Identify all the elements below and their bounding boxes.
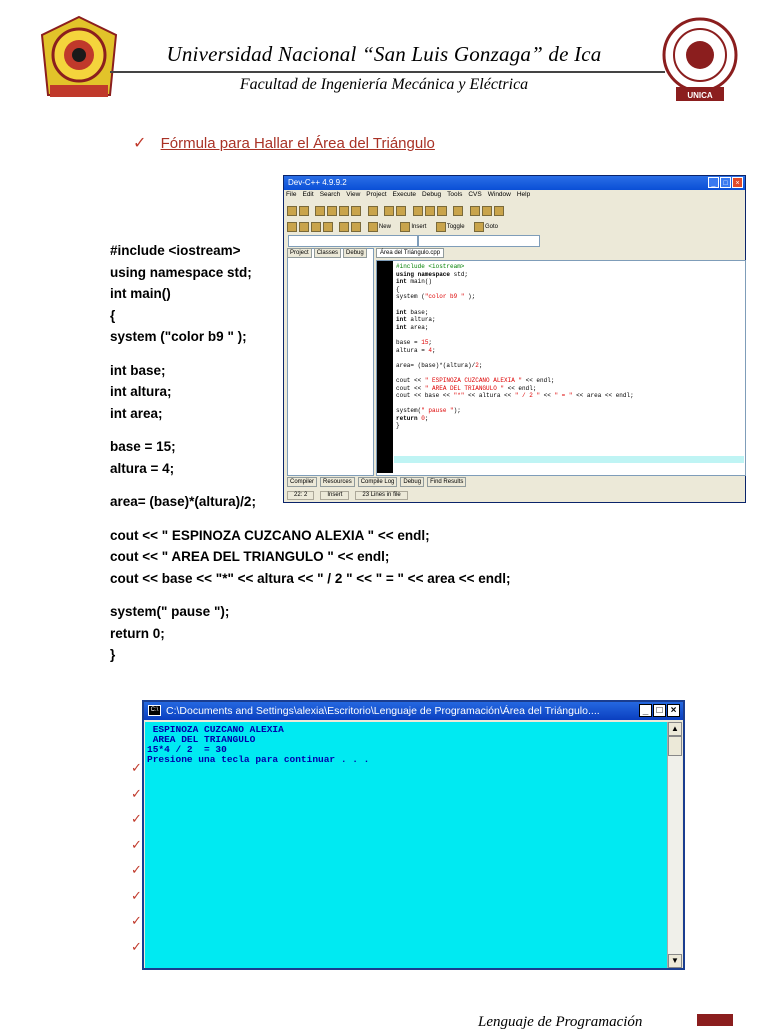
close-icon[interactable]: × (667, 704, 680, 717)
section-heading (133, 133, 435, 153)
checkmark-icon: ✓ (131, 862, 142, 877)
tab-classes[interactable]: Classes (314, 248, 341, 258)
devcpp-window-screenshot (283, 175, 746, 503)
run-icon[interactable] (299, 206, 309, 216)
footer-accent-block (697, 1014, 733, 1026)
university-title: Universidad Nacional “San Luis Gonzaga” de Ica (166, 42, 602, 66)
insert-mode: Insert (320, 491, 349, 500)
save-icon[interactable] (339, 206, 349, 216)
scroll-down-icon[interactable]: ▼ (668, 954, 682, 968)
toolbar-goto-label[interactable]: Goto (484, 223, 498, 230)
tab-compiler[interactable]: Compiler (287, 477, 317, 487)
menu-item[interactable]: Project (366, 191, 387, 198)
checkmark-icon: ✓ (131, 887, 142, 903)
find-icon[interactable] (413, 206, 423, 216)
menu-item[interactable]: Window (487, 191, 511, 198)
help-icon[interactable] (339, 222, 349, 232)
new-file-icon[interactable] (315, 206, 325, 216)
toolbar-insert-label[interactable]: Insert (411, 223, 427, 230)
goto-icon[interactable] (474, 222, 484, 232)
editor-code: #include <iostream> using namespace std; int main() { system ("color b9 " ); int base; int altura; int area; base = 15; altura = 4; area= (base)*(altura)/2; cout << " ESPINOZA CUZCANO ALEXIA " << endl; cout << " AREA DEL TRIANGULO " << endl; cout << base << "*" << altura << " / 2 " << " = " << area << endl; system(" pause "); return 0; } (396, 263, 634, 430)
checkmark-icon: ✓ (131, 913, 142, 928)
maximize-icon[interactable]: □ (653, 704, 666, 717)
console-output (147, 725, 369, 765)
menu-item[interactable]: CVS (468, 191, 482, 198)
code-line: int main() (110, 286, 171, 301)
code-line: cout << " ESPINOZA CUZCANO ALEXIA " << endl; (110, 527, 430, 543)
side-checklist (131, 755, 142, 959)
checkmark-icon: ✓ (131, 785, 142, 801)
back-icon[interactable] (470, 206, 480, 216)
goto-line-icon[interactable] (453, 206, 463, 216)
console-line: AREA DEL TRIANGULO (147, 734, 256, 745)
faculty-title: Facultad de Ingeniería Mecánica y Eléctrica (239, 76, 529, 93)
code-line: return 0; (110, 625, 165, 641)
toolbar-toggle-label[interactable]: Toggle (446, 223, 465, 230)
code-line: cout << " AREA DEL TRIANGULO " << endl; (110, 549, 390, 564)
current-line-highlight (394, 456, 744, 463)
ide-title: Dev-C++ 4.9.9.2 (288, 178, 347, 187)
ide-statusbar (287, 491, 742, 500)
maximize-icon[interactable]: □ (720, 177, 731, 188)
code-line: { (110, 307, 116, 323)
shield-icon[interactable] (494, 206, 504, 216)
console-icon: C:\ (148, 705, 161, 716)
checkmark-icon: ✓ (131, 938, 142, 954)
undo-icon[interactable] (384, 206, 394, 216)
code-line: system ("color b9 " ); (110, 329, 247, 344)
faculty-seal-logo (660, 15, 740, 103)
cursor-position: 22: 2 (287, 491, 314, 500)
ide-toolbar-1 (286, 202, 743, 216)
checkmark-icon: ✓ (131, 811, 142, 826)
redo-icon[interactable] (396, 206, 406, 216)
new-icon[interactable] (368, 222, 378, 232)
ide-toolbar-2 (286, 218, 743, 232)
minimize-icon[interactable]: _ (639, 704, 652, 717)
project-tabs (287, 248, 367, 258)
footer-course-name: Lenguaje de Programación (478, 1014, 643, 1030)
code-line: area= (base)*(altura)/2; (110, 494, 256, 509)
code-line: using namespace std; (110, 264, 252, 280)
code-editor[interactable] (376, 260, 746, 476)
toolbar-new-label[interactable]: New (378, 223, 391, 230)
tab-debug[interactable]: Debug (343, 248, 367, 258)
editor-file-tab[interactable]: Área del Triángulo.cpp (376, 248, 444, 258)
forward-icon[interactable] (482, 206, 492, 216)
console-line: Presione una tecla para continuar . . . (147, 754, 370, 765)
about-icon[interactable] (351, 222, 361, 232)
console-window-screenshot (142, 700, 685, 970)
console-window-buttons (639, 704, 680, 717)
console-output-area[interactable] (145, 722, 667, 968)
class-combo[interactable] (288, 235, 418, 247)
line-count: 23 Lines in file (355, 491, 407, 500)
menu-item[interactable]: Tools (447, 191, 463, 198)
faculty-logo-label: UNICA (687, 91, 713, 100)
find-next-icon[interactable] (437, 206, 447, 216)
grid-icon[interactable] (287, 222, 297, 232)
code-line: base = 15; (110, 439, 176, 454)
code-line: cout << base << "*" << altura << " / 2 " << " = " << area << endl; (110, 570, 511, 586)
insert-icon[interactable] (400, 222, 410, 232)
code-line: system(" pause "); (110, 604, 230, 619)
tab-project[interactable]: Project (287, 248, 312, 258)
code-line: int base; (110, 362, 166, 378)
checkmark-icon: ✓ (131, 836, 142, 852)
menu-item[interactable]: View (346, 191, 361, 198)
layout-icon[interactable] (311, 222, 321, 232)
code-line: int altura; (110, 384, 172, 399)
tab-find-results[interactable]: Find Results (427, 477, 466, 487)
ide-menubar (286, 191, 530, 198)
menu-item[interactable]: File (286, 191, 297, 198)
scroll-thumb[interactable] (668, 736, 682, 756)
tab-resources[interactable]: Resources (320, 477, 355, 487)
console-line: 15*4 / 2 = 30 (147, 744, 227, 755)
output-tabs (287, 477, 466, 487)
console-titlebar (144, 702, 683, 720)
checkmark-icon: ✓ (131, 760, 142, 775)
menu-item[interactable]: Help (516, 191, 531, 198)
close-icon[interactable]: × (732, 177, 743, 188)
checkmark-icon: ✓ (133, 135, 147, 152)
tab-compile-log[interactable]: Compile Log (358, 477, 398, 487)
menu-item[interactable]: Edit (302, 191, 314, 198)
console-line: ESPINOZA CUZCANO ALEXIA (147, 724, 284, 735)
menu-item[interactable]: Search (319, 191, 341, 198)
replace-icon[interactable] (425, 206, 435, 216)
menu-item[interactable]: Debug (422, 191, 442, 198)
ide-titlebar (284, 176, 745, 190)
menu-item[interactable]: Execute (392, 191, 417, 198)
minimize-icon[interactable]: _ (708, 177, 719, 188)
check-icon[interactable] (323, 222, 333, 232)
header-divider (110, 71, 665, 73)
section-title: Fórmula para Hallar el Área del Triángulo (160, 135, 435, 152)
scroll-up-icon[interactable]: ▲ (668, 722, 682, 736)
member-combo[interactable] (418, 235, 540, 247)
toggle-icon[interactable] (436, 222, 446, 232)
code-line: } (110, 647, 116, 662)
tab-debug-output[interactable]: Debug (400, 477, 424, 487)
close-file-icon[interactable] (351, 206, 361, 216)
open-icon[interactable] (327, 206, 337, 216)
compile-icon[interactable] (287, 206, 297, 216)
window-icon[interactable] (299, 222, 309, 232)
console-scrollbar[interactable] (667, 722, 682, 968)
print-icon[interactable] (368, 206, 378, 216)
editor-gutter (377, 261, 393, 473)
project-panel (287, 248, 374, 476)
code-line: int area; (110, 405, 163, 421)
code-line: #include <iostream> (110, 243, 241, 258)
code-line: altura = 4; (110, 460, 175, 476)
console-title: C:\Documents and Settings\alexia\Escritorio\Lenguaje de Programación\Área del Triángulo.... (166, 705, 600, 717)
